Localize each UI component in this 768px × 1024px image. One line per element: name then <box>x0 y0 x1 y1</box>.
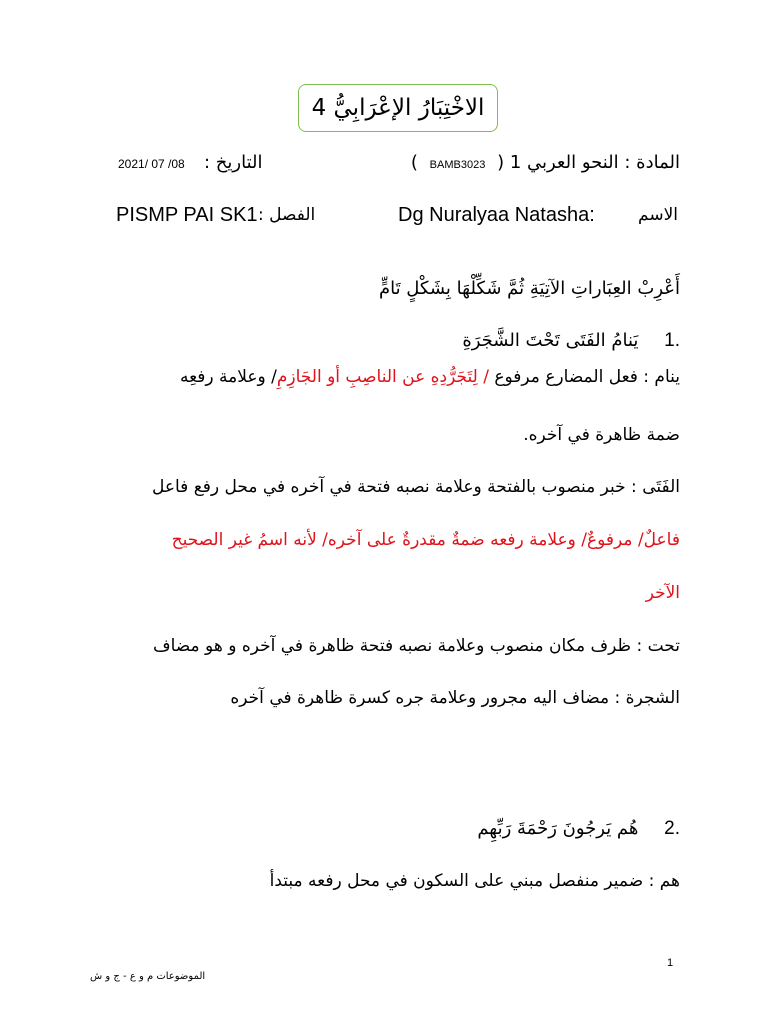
correction-line: فاعلٌ/ مرفوعٌ/ وعلامة رفعه ضمةٌ مقدرةٌ على آخره/ لأنه اسمُ غير الصحيح <box>171 530 680 550</box>
answer-line: الشجرة : مضاف اليه مجرور وعلامة جره كسرة ظاهرة في آخره <box>230 688 680 708</box>
answer-line: هم : ضمير منفصل مبني على السكون في محل رفعه مبتدأ <box>269 871 680 891</box>
name-label: الاسم <box>638 205 678 225</box>
subject-line <box>411 152 680 173</box>
question-sentence: يَنامُ الفَتَى تَحْتَ الشَّجَرَةِ <box>462 330 639 351</box>
date-label: التاريخ : <box>204 152 263 173</box>
question-2 <box>477 818 680 840</box>
class-label: الفصل : <box>258 205 316 225</box>
subject-label: المادة : النحو العربي 1 ( <box>497 152 680 173</box>
answer-line: تحت : ظرف مكان منصوب وعلامة نصبه فتحة ظاهرة في آخره و هو مضاف <box>153 636 680 656</box>
page-number: 1 <box>667 957 674 969</box>
answer-text: / وعلامة رفعِه <box>179 367 277 387</box>
question-1 <box>462 330 680 352</box>
answer-line: ضمة ظاهرة في آخره. <box>523 425 680 445</box>
date-value: 2021/ 07 /08 <box>118 157 185 171</box>
class-value: PISMP PAI SK1 <box>116 204 258 226</box>
subject-code: BAMB3023 <box>429 159 486 171</box>
answer-text: ينام : فعل المضارع مرفوع <box>494 367 680 387</box>
student-name: Dg Nuralyaa Natasha: <box>398 204 595 226</box>
answer-line: الفَتَى : خبر منصوب بالفتحة وعلامة نصبه فتحة في آخره في محل رفع فاعل <box>151 477 680 497</box>
correction-line: الآخر <box>645 583 680 603</box>
correction-text: / لِتَجَرُّدِهِ عن الناصِبِ أو الجَازِمِ <box>276 367 489 387</box>
subject-close: ) <box>410 152 418 173</box>
question-sentence: هُم يَرجُونَ رَحْمَةَ رَبِّهِم <box>477 818 639 839</box>
footer-note: الموضوعات م و ع - ج و ش <box>90 971 206 982</box>
instruction: أَعْرِبْ العِبَاراتِ الآتِيَةِ ثُمَّ شَكِّلْهَا بِشَكْلٍ تَامٍّ <box>378 278 680 299</box>
document-title: الاخْتِبَارُ الإعْرَابِيُّ 4 <box>298 84 498 132</box>
question-number: .2 <box>664 818 680 839</box>
question-number: .1 <box>664 330 680 351</box>
answer-line <box>180 367 680 387</box>
